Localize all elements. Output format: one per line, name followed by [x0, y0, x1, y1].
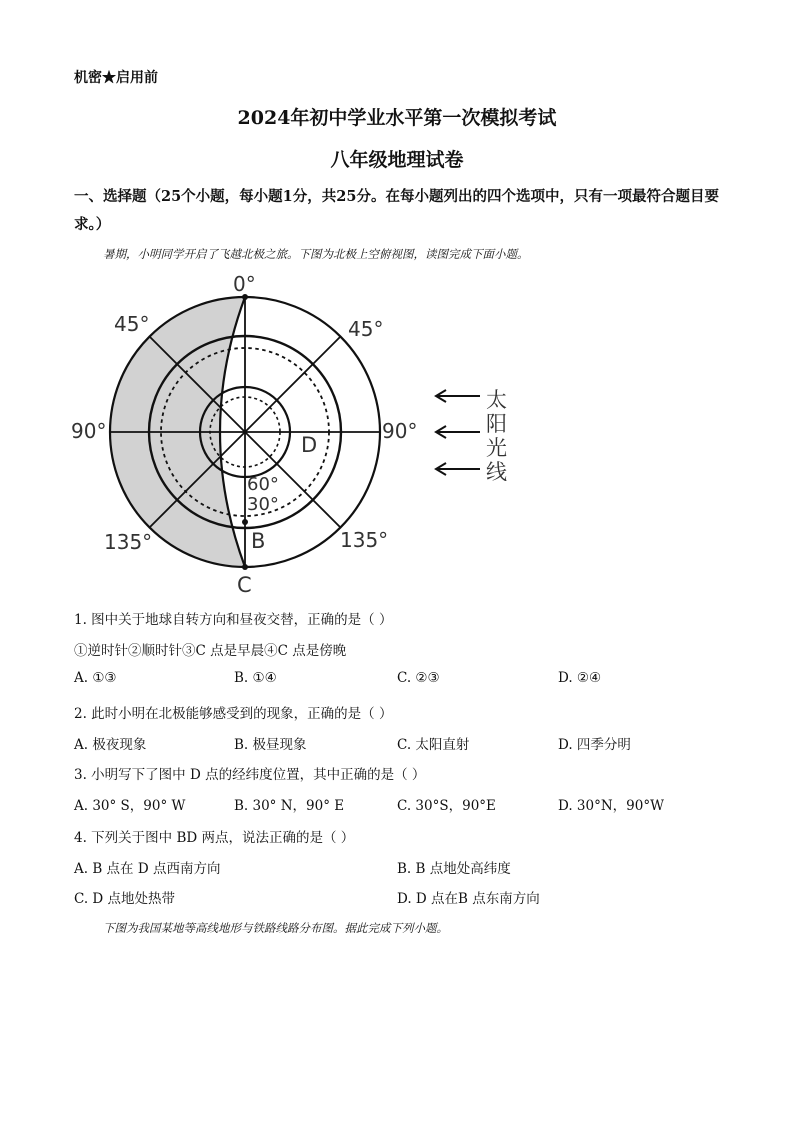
exam-subtitle: 八年级地理试卷	[330, 149, 464, 171]
confidential-label: 机密★启用前	[74, 70, 158, 86]
q1-option-b[interactable]: B. ①④	[234, 670, 277, 686]
label-b: B	[251, 529, 266, 553]
north-pole-diagram	[60, 262, 530, 602]
q1-option-d[interactable]: D. ②④	[558, 670, 602, 686]
label-0: 0°	[233, 272, 256, 296]
exam-title: 2024年初中学业水平第一次模拟考试	[237, 107, 557, 129]
q1-option-a[interactable]: A. ①③	[74, 670, 117, 686]
q4-option-c[interactable]: C. D 点地处热带	[74, 891, 176, 907]
q2-option-b[interactable]: B. 极昼现象	[234, 737, 307, 753]
section-heading: 一、选择题（25个小题，每小题1分，共25分。在每小题列出的四个选项中，只有一项最符合题目要求。）	[74, 188, 719, 233]
sun-ray-arrows	[436, 390, 480, 475]
q4-option-a[interactable]: A. B 点在 D 点西南方向	[74, 861, 221, 877]
question-3-stem: 3. 小明写下了图中 D 点的经纬度位置，其中正确的是（ ）	[74, 767, 426, 783]
point-c-dot	[242, 564, 248, 570]
q4-option-b[interactable]: B. B 点地处高纬度	[397, 861, 511, 877]
label-135-left: 135°	[104, 530, 153, 554]
q1-option-c[interactable]: C. ②③	[397, 670, 440, 686]
sun-label-3: 光	[486, 436, 507, 460]
question-1-stem: 1. 图中关于地球自转方向和昼夜交替，正确的是（ ）	[74, 612, 393, 628]
intro-text-2: 下图为我国某地等高线地形与铁路线路分布图。据此完成下列小题。	[103, 921, 448, 935]
q3-option-b[interactable]: B. 30° N，90° E	[234, 798, 345, 814]
question-1-sub: ①逆时针②顺时针③C 点是早晨④C 点是傍晚	[74, 643, 347, 659]
sun-label-4: 线	[486, 460, 507, 484]
label-d: D	[301, 433, 318, 457]
label-45-right: 45°	[348, 317, 384, 341]
q2-option-d[interactable]: D. 四季分明	[558, 737, 631, 753]
sun-label-1: 太	[486, 388, 507, 412]
q3-option-d[interactable]: D. 30°N，90°W	[558, 798, 664, 814]
q3-option-a[interactable]: A. 30° S，90° W	[74, 798, 186, 814]
q3-option-c[interactable]: C. 30°S，90°E	[397, 798, 496, 814]
q2-option-a[interactable]: A. 极夜现象	[74, 737, 147, 753]
question-4-stem: 4. 下列关于图中 BD 两点，说法正确的是（ ）	[74, 830, 355, 846]
label-90-left: 90°	[71, 419, 107, 443]
intro-text-1: 暑期，小明同学开启了飞越北极之旅。下图为北极上空俯视图，读图完成下面小题。	[103, 247, 529, 261]
label-135-right: 135°	[340, 528, 389, 552]
label-45-left: 45°	[114, 312, 150, 336]
sun-label-2: 阳	[486, 412, 507, 436]
label-60: 60°	[247, 474, 279, 495]
q4-option-d[interactable]: D. D 点在B 点东南方向	[397, 891, 540, 907]
label-30: 30°	[247, 494, 279, 515]
q2-option-c[interactable]: C. 太阳直射	[397, 737, 470, 753]
label-c: C	[237, 573, 252, 597]
point-b-dot	[242, 519, 248, 525]
question-2-stem: 2. 此时小明在北极能够感受到的现象，正确的是（ ）	[74, 706, 393, 722]
label-90-right: 90°	[382, 419, 418, 443]
